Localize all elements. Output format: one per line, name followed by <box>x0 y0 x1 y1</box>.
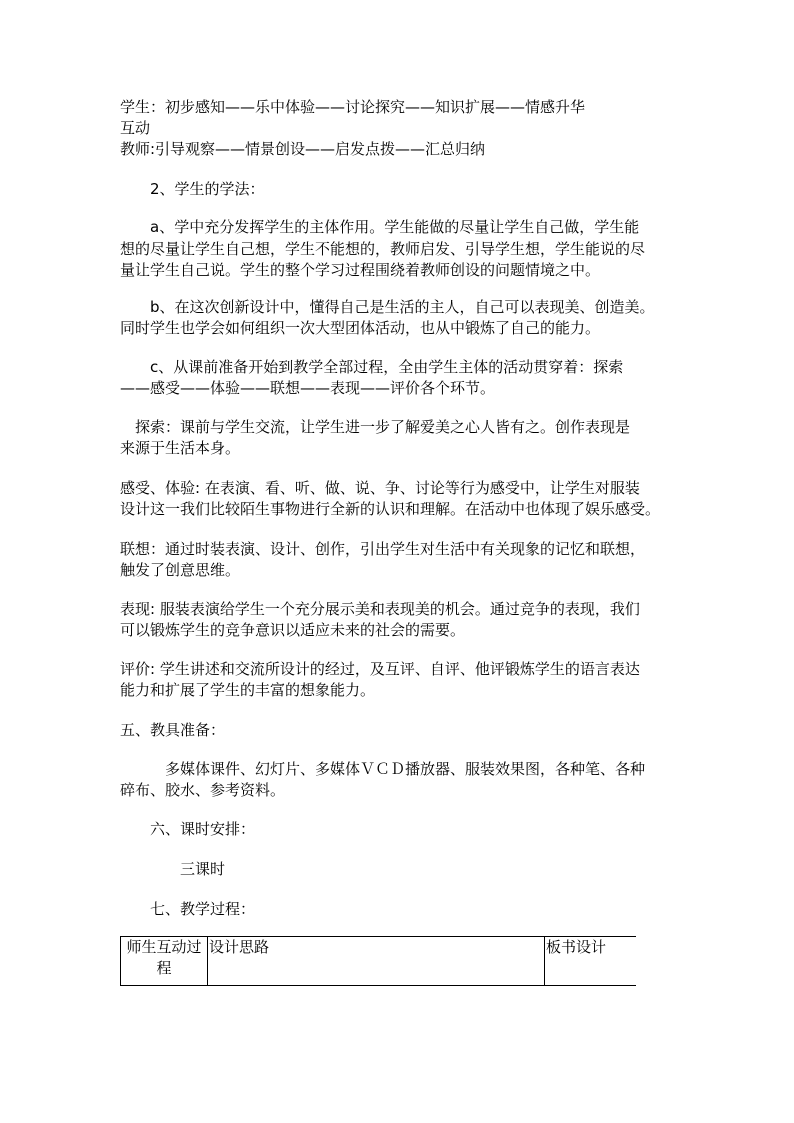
text-line: 感受、体验: 在表演、看、听、做、说、争、讨论等行为感受中，让学生对服装 <box>120 479 640 497</box>
table-header-cell: 设计思路 <box>208 937 545 986</box>
text-line: 量让学生自己说。学生的整个学习过程围绕着教师创设的问题情境之中。 <box>120 261 601 279</box>
text-line: 探索：课前与学生交流，让学生进一步了解爱美之心人皆有之。创作表现是 <box>120 418 631 436</box>
text-line: 可以锻炼学生的竞争意识以适应未来的社会的需要。 <box>120 621 466 639</box>
text-line: c、从课前准备开始到教学全部过程，全由学生主体的活动贯穿着：探索 <box>120 358 624 376</box>
text-line: ——感受——体验——联想——表现——评价各个环节。 <box>120 379 496 397</box>
text-line: 学生：初步感知——乐中体验——讨论探究——知识扩展——情感升华 <box>120 98 586 116</box>
text-line: 多媒体课件、幻灯片、多媒体ＶＣＤ播放器、服装效果图，各种笔、各种 <box>120 760 646 778</box>
text-line: 想的尽量让学生自己想，学生不能想的，教师启发、引导学生想，学生能说的尽 <box>120 240 646 258</box>
teaching-process-table <box>120 936 636 986</box>
text-line: 评价: 学生讲述和交流所设计的经过，及互评、自评、他评锻炼学生的语言表达 <box>120 660 640 678</box>
text-line: a、学中充分发挥学生的主体作用。学生能做的尽量让学生自己做，学生能 <box>120 218 640 236</box>
table-header-cell: 板书设计 <box>545 937 637 986</box>
text-line: 设计这一我们比较陌生事物进行全新的认识和理解。在活动中也体现了娱乐感受。 <box>120 500 661 518</box>
text-line: 互动 <box>120 119 151 137</box>
table-row <box>121 937 637 986</box>
section-heading: 2、学生的学法： <box>120 180 265 198</box>
table-header-cell: 师生互动过程 <box>121 937 208 986</box>
section-heading: 五、教具准备： <box>120 721 226 739</box>
text-line: 教师:引导观察——情景创设——启发点拨——汇总归纳 <box>120 140 486 158</box>
text-line: 三课时 <box>120 860 226 878</box>
text-line: 同时学生也学会如何组织一次大型团体活动，也从中锻炼了自己的能力。 <box>120 319 601 337</box>
text-line: 碎布、胶水、参考资料。 <box>120 781 286 799</box>
text-line: b、在这次创新设计中，懂得自己是生活的主人，自己可以表现美、创造美。 <box>120 298 655 316</box>
text-line: 表现: 服装表演给学生一个充分展示美和表现美的机会。通过竞争的表现，我们 <box>120 600 640 618</box>
text-line: 能力和扩展了学生的丰富的想象能力。 <box>120 681 376 699</box>
text-line: 来源于生活本身。 <box>120 439 241 457</box>
text-line: 联想：通过时装表演、设计、创作，引出学生对生活中有关现象的记忆和联想， <box>120 540 646 558</box>
section-heading: 六、课时安排： <box>120 820 256 838</box>
text-line: 触发了创意思维。 <box>120 561 241 579</box>
section-heading: 七、教学过程： <box>120 900 256 918</box>
